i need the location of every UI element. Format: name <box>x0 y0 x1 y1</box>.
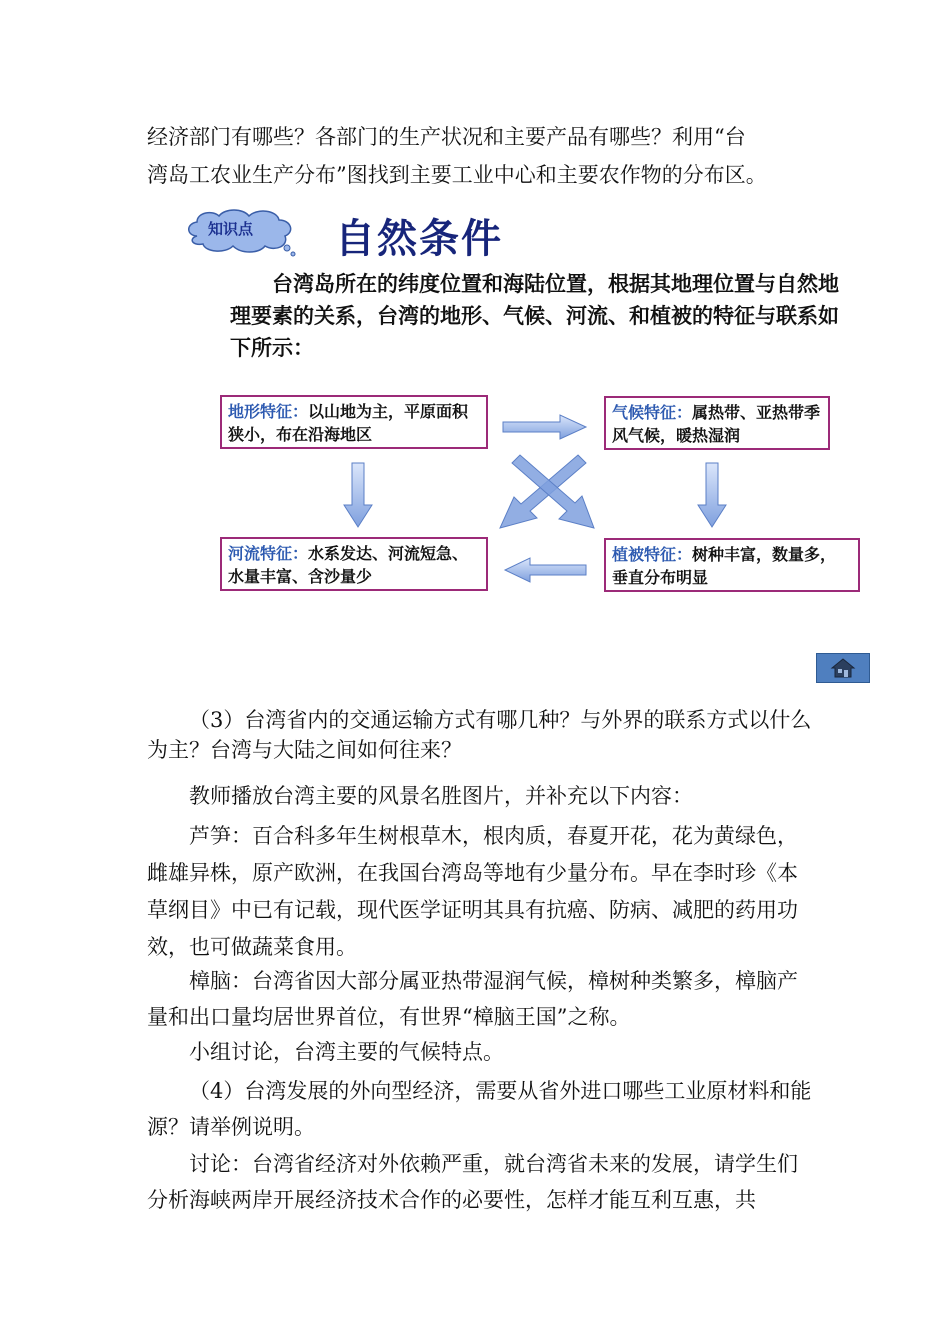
question-3: （3）台湾省内的交通运输方式有哪几种？与外界的联系方式以什么为主？台湾与大陆之间如何往来？ <box>147 708 812 762</box>
knowledge-point-label: 知识点 <box>208 220 254 238</box>
vegetation-feature-box <box>604 538 860 592</box>
home-icon <box>830 657 856 679</box>
home-button[interactable] <box>816 653 870 683</box>
arrow-climate-to-vegetation <box>698 463 726 527</box>
river-value: 水系发达、河流短急、水量丰富、含沙量少 <box>228 544 469 586</box>
landform-value: 以山地为主，平原面积狭小，布在沿海地区 <box>228 402 469 444</box>
camphor-paragraph: 樟脑：台湾省因大部分属亚热带湿润气候，樟树种类繁多，樟脑产量和出口量均居世界首位，有世界“樟脑王国”之称。 <box>147 969 798 1029</box>
river-key: 河流特征： <box>228 544 309 563</box>
discussion-paragraph: 讨论：台湾省经济对外依赖严重，就台湾省未来的发展，请学生们分析海峡两岸开展经济技术合作的必要性，怎样才能互利互惠，共 <box>147 1152 798 1212</box>
group-discussion: 小组讨论，台湾主要的气候特点。 <box>189 1040 504 1064</box>
landform-key: 地形特征： <box>228 402 309 421</box>
river-feature-box <box>220 537 488 591</box>
asparagus-paragraph: 芦笋：百合科多年生树根草木，根肉质，春夏开花，花为黄绿色，雌雄异株，原产欧洲，在我国台湾岛等地有少量分布。早在李时珍《本草纲目》中已有记载，现代医学证明其具有抗癌、防病、减肥的药用功效，也可做蔬菜食用。 <box>147 824 798 959</box>
arrow-vegetation-to-river <box>505 558 586 582</box>
landform-feature-box <box>220 395 488 449</box>
arrow-landform-to-climate <box>503 415 586 439</box>
vegetation-key: 植被特征： <box>612 545 693 564</box>
teacher-note: 教师播放台湾主要的风景名胜图片，并补充以下内容： <box>189 784 693 808</box>
climate-feature-box <box>604 396 830 450</box>
slide-title: 自然条件 <box>335 216 503 262</box>
climate-value: 属热带、亚热带季风气候，暖热湿润 <box>612 403 821 445</box>
question-4: （4）台湾发展的外向型经济，需要从省外进口哪些工业原材料和能源？请举例说明。 <box>147 1079 812 1139</box>
arrow-landform-to-river <box>344 463 372 527</box>
climate-key: 气候特征： <box>612 403 693 422</box>
slide-description: 台湾岛所在的纬度位置和海陆位置，根据其地理位置与自然地理要素的关系，台湾的地形、气候、河流、和植被的特征与联系如下所示： <box>230 272 839 360</box>
intro-line-2: 湾岛工农业生产分布”图找到主要工业中心和主要农作物的分布区。 <box>147 163 767 187</box>
vegetation-value: 树种丰富，数量多，垂直分布明显 <box>612 545 837 587</box>
intro-line-1: 经济部门有哪些？各部门的生产状况和主要产品有哪些？利用“台 <box>147 125 746 149</box>
